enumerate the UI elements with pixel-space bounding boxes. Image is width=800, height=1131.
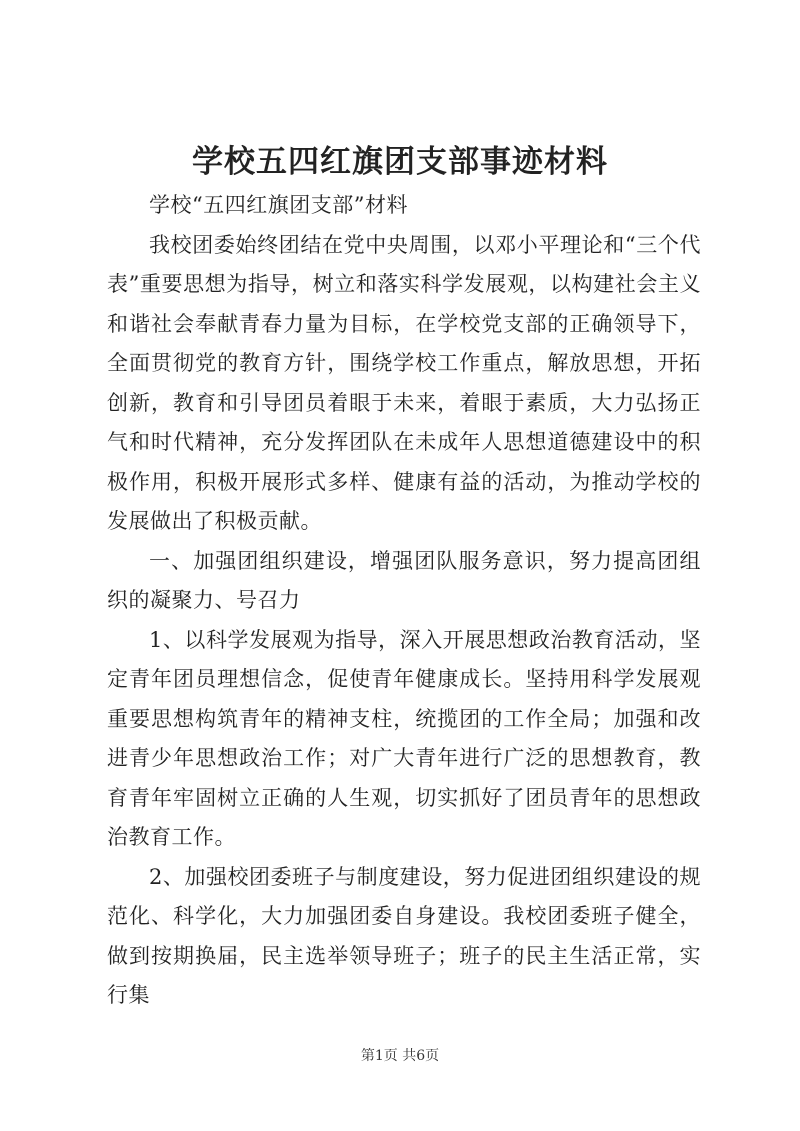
paragraph-subtitle: 学校“五四红旗团支部”材料 <box>149 193 408 217</box>
paragraph-item-2: 2、加强校团委班子与制度建设，努力促进团组织建设的规范化、科学化，大力加强团委自身建设。我校团委班子健全，做到按期换届，民主选举领导班子；班子的民主生活正常，实行集 <box>107 864 701 1007</box>
paragraph-intro: 我校团委始终团结在党中央周围，以邓小平理论和“三个代表”重要思想为指导，树立和落实科学发展观，以构建社会主义和谐社会奉献青春力量为目标，在学校党支部的正确领导下，全面贯彻党的教育方针，围绕学校工作重点，解放思想，开拓创新，教育和引导团员着眼于未来，着眼于素质，大力弘扬正气和时代精神，充分发挥团队在未成年人思想道德建设中的积极作用，积极开展形式多样、健康有益的活动，为推动学校的发展做出了积极贡献。 <box>107 232 701 533</box>
document-body <box>107 186 701 1016</box>
paragraph-item-1: 1、以科学发展观为指导，深入开展思想政治教育活动，坚定青年团员理想信念，促使青年健康成长。坚持用科学发展观重要思想构筑青年的精神支柱，统揽团的工作全局；加强和改进青少年思想政治工作；对广大青年进行广泛的思想教育，教育青年牢固树立正确的人生观，切实抓好了团员青年的思想政治教育工作。 <box>107 627 701 849</box>
document-title: 学校五四红旗团支部事迹材料 <box>192 144 608 180</box>
page-number-footer: 第1页 共6页 <box>360 1048 440 1064</box>
paragraph-section-heading: 一、加强团组织建设，增强团队服务意识，努力提高团组织的凝聚力、号召力 <box>107 548 701 612</box>
